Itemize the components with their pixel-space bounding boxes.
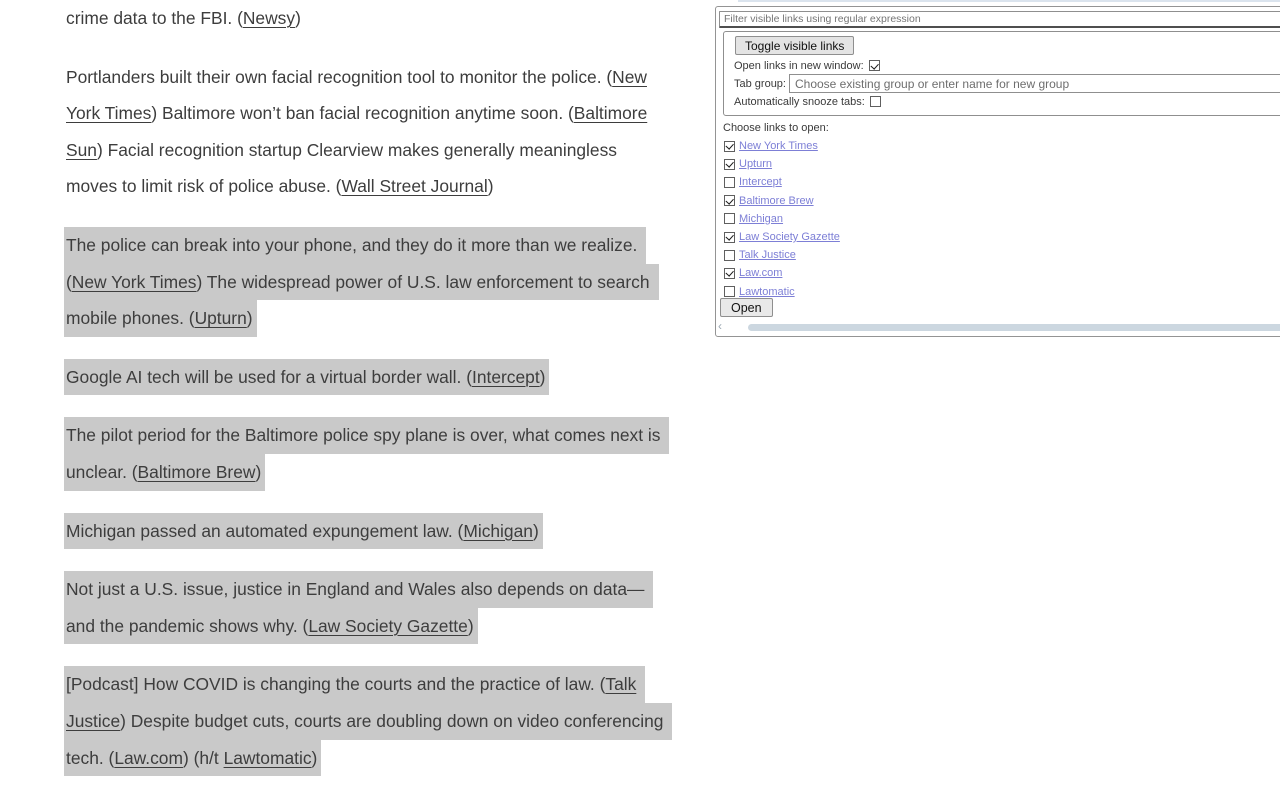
text-line — [66, 95, 647, 132]
text-line — [64, 608, 478, 645]
text-segment: ) — [467, 615, 474, 636]
text-segment: ) Facial recognition startup Clearview makes generally meaningless — [96, 139, 617, 160]
text-segment: ( — [66, 271, 72, 292]
article-link[interactable]: Sun — [66, 139, 97, 160]
text-line — [64, 513, 543, 550]
text-segment: Michigan passed an automated expungement law. ( — [66, 520, 464, 541]
link-option[interactable]: Upturn — [739, 158, 773, 171]
paragraph — [66, 59, 796, 205]
text-segment: Google AI tech will be used for a virtual border wall. ( — [66, 366, 472, 387]
open-links-row — [734, 58, 1280, 73]
article-link[interactable]: Upturn — [194, 308, 247, 329]
text-line — [66, 132, 617, 169]
text-segment: [Podcast] How COVID is changing the courts and the practice of law. ( — [66, 674, 606, 695]
article-link[interactable]: Baltimore Brew — [137, 461, 256, 482]
text-segment: and the pandemic shows why. ( — [66, 615, 309, 636]
scrollbar-thumb[interactable] — [748, 324, 1280, 331]
link-option[interactable]: Intercept — [739, 176, 782, 189]
article-link[interactable]: Talk — [605, 674, 637, 695]
snooze-label: Automatically snooze tabs: — [734, 95, 865, 108]
article-link[interactable]: Lawtomatic — [223, 747, 312, 768]
tab-group-label: Tab group: — [734, 77, 786, 90]
link-option-row — [724, 192, 840, 210]
text-segment: mobile phones. ( — [66, 308, 195, 329]
paragraph-highlighted — [66, 417, 796, 490]
article-link[interactable]: Newsy — [242, 8, 296, 28]
text-line — [64, 359, 549, 396]
article-link[interactable]: Wall Street Journal — [341, 176, 488, 197]
text-segment: Not just a U.S. issue, justice in England and Wales also depends on data— — [66, 579, 645, 600]
text-line — [64, 300, 257, 337]
open-button[interactable]: Open — [720, 298, 773, 317]
text-line — [64, 227, 646, 264]
text-segment: ) (h/t — [182, 747, 224, 768]
link-option-row — [724, 228, 840, 246]
text-segment: ) — [487, 176, 494, 197]
link-checkbox[interactable] — [724, 232, 735, 243]
link-option-row — [724, 210, 840, 228]
top-edge-strip — [738, 0, 1280, 2]
text-segment: tech. ( — [66, 747, 115, 768]
link-option[interactable]: Law.com — [739, 267, 783, 280]
paragraph — [66, 0, 796, 37]
article-link[interactable]: New — [612, 66, 647, 87]
text-line — [66, 59, 647, 96]
text-line — [64, 454, 265, 491]
text-line — [64, 740, 321, 777]
article-link[interactable]: York Times — [66, 103, 152, 124]
text-segment: ) — [311, 747, 318, 768]
text-segment: ) — [539, 366, 546, 387]
article-link[interactable]: Justice — [66, 710, 121, 731]
text-segment: The pilot period for the Baltimore police spy plane is over, what comes next is — [66, 425, 661, 446]
link-checkbox[interactable] — [724, 177, 735, 188]
link-option-row — [724, 264, 840, 282]
article-link[interactable]: Baltimore — [573, 103, 648, 124]
tab-group-input[interactable] — [789, 74, 1280, 93]
link-option[interactable]: Michigan — [739, 212, 784, 225]
text-segment: Portlanders built their own facial recognition tool to monitor the police. ( — [66, 66, 613, 87]
text-segment: ) Baltimore won’t ban facial recognition anytime soon. ( — [151, 103, 574, 124]
toggle-visible-links-button[interactable]: Toggle visible links — [735, 36, 854, 55]
link-checkbox[interactable] — [724, 286, 735, 297]
link-option-row — [724, 173, 840, 191]
link-option[interactable]: Law Society Gazette — [739, 231, 840, 244]
text-segment: ) — [246, 308, 253, 329]
horizontal-scrollbar[interactable] — [716, 319, 1280, 333]
open-links-label: Open links in new window: — [734, 59, 864, 72]
open-links-checkbox[interactable] — [869, 60, 880, 71]
article-link[interactable]: Intercept — [471, 366, 540, 387]
filter-input[interactable] — [719, 11, 1280, 28]
article-link[interactable]: Law Society Gazette — [308, 615, 468, 636]
link-option-row — [724, 155, 840, 173]
link-checkbox[interactable] — [724, 159, 735, 170]
link-option-row — [724, 246, 840, 264]
link-checkbox[interactable] — [724, 250, 735, 261]
link-checkbox[interactable] — [724, 213, 735, 224]
paragraph-highlighted — [66, 359, 796, 396]
text-line — [64, 264, 659, 301]
text-segment: ) Despite budget cuts, courts are doubling down on video conferencing — [120, 710, 664, 731]
article-link[interactable]: Law.com — [114, 747, 183, 768]
article-link[interactable]: Michigan — [463, 520, 533, 541]
link-option-row — [724, 137, 840, 155]
text-segment: The police can break into your phone, and they do it more than we realize. — [66, 234, 638, 255]
scroll-left-arrow-icon[interactable]: ‹ — [718, 319, 722, 333]
article-link[interactable]: New York Times — [71, 271, 197, 292]
text-line — [64, 571, 653, 608]
link-list — [724, 137, 840, 301]
options-group — [723, 31, 1280, 116]
choose-links-label: Choose links to open: — [723, 122, 829, 134]
paragraph-highlighted — [66, 571, 796, 644]
text-segment: moves to limit risk of police abuse. ( — [66, 176, 342, 197]
text-line — [64, 703, 672, 740]
link-option[interactable]: Baltimore Brew — [739, 194, 814, 207]
link-option[interactable]: Lawtomatic — [739, 285, 795, 298]
article-text — [66, 0, 796, 798]
text-line — [66, 0, 301, 37]
text-segment: ) — [255, 461, 262, 482]
text-line — [64, 417, 669, 454]
text-segment: ) — [532, 520, 539, 541]
link-checkbox[interactable] — [724, 268, 735, 279]
link-option[interactable]: New York Times — [739, 140, 818, 153]
snooze-row — [734, 94, 1280, 109]
text-segment: ) The widespread power of U.S. law enforcement to search — [196, 271, 650, 292]
paragraph-highlighted — [66, 666, 796, 776]
text-line — [64, 666, 645, 703]
snooze-checkbox[interactable] — [870, 96, 881, 107]
link-checkbox[interactable] — [724, 195, 735, 206]
paragraph-highlighted — [66, 513, 796, 550]
link-checkbox[interactable] — [724, 141, 735, 152]
tab-group-row — [734, 74, 1280, 93]
text-segment: unclear. ( — [66, 461, 138, 482]
paragraph-highlighted — [66, 227, 796, 337]
text-segment: ) — [295, 8, 301, 28]
text-segment: crime data to the FBI. ( — [66, 8, 243, 28]
link-extension-popup — [715, 6, 1280, 337]
link-option[interactable]: Talk Justice — [739, 249, 796, 262]
text-line — [66, 168, 494, 205]
